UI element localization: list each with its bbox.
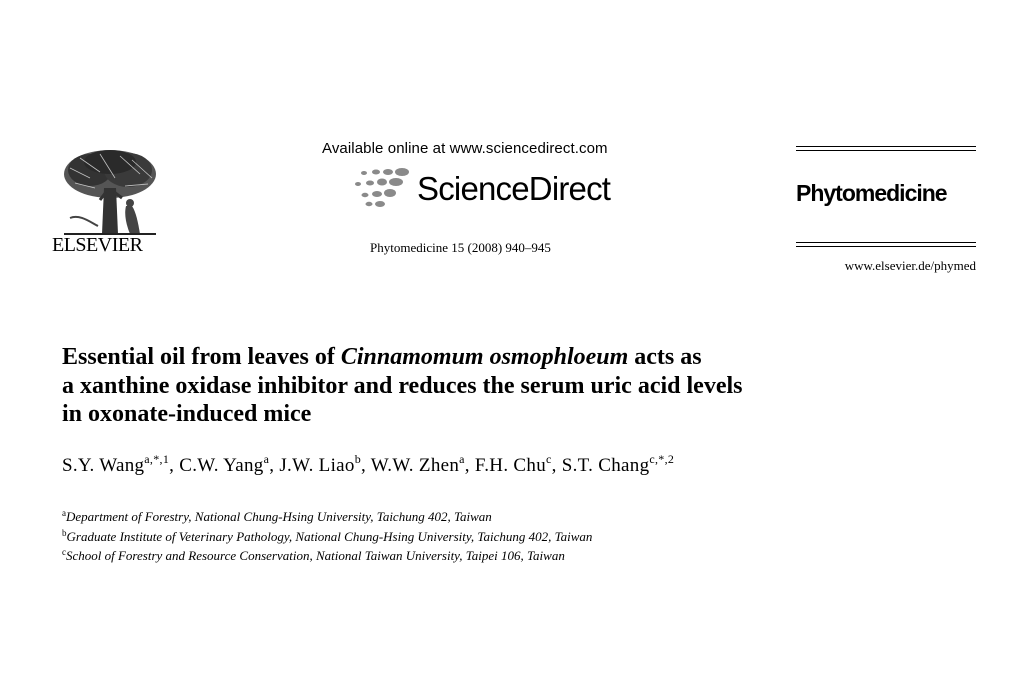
author-affiliation-mark[interactable]: c [546, 452, 552, 466]
title-text: acts as [628, 344, 702, 370]
article-title [62, 343, 962, 429]
author-affiliation-mark[interactable]: a [263, 452, 270, 466]
author-affiliation-mark[interactable]: b [354, 452, 362, 466]
author-name[interactable]: J.W. Liao [279, 455, 355, 476]
author-separator: , [169, 455, 180, 476]
author-list [62, 452, 675, 477]
affiliation-mark: a [62, 508, 66, 518]
title-line-1 [62, 343, 962, 372]
author-name[interactable]: S.T. Chang [561, 455, 650, 476]
title-text: Essential oil from leaves of [62, 344, 341, 370]
sciencedirect-dots-icon [350, 166, 412, 208]
affiliation-text: Graduate Institute of Veterinary Pathology, National Chung-Hsing University, Taichung 402, Taiwan [66, 528, 593, 544]
author-separator: , [361, 455, 371, 476]
available-online-text: Available online at www.sciencedirect.com [322, 140, 608, 157]
journal-bottom-rule [796, 242, 976, 247]
journal-url-link[interactable]: www.elsevier.de/phymed [844, 258, 976, 273]
elsevier-tree-logo-icon [60, 148, 160, 236]
title-line-3: in oxonate-induced mice [62, 401, 312, 427]
affiliation-mark: c [62, 547, 66, 557]
journal-name: Phytomedicine [796, 180, 947, 206]
elsevier-logo-text: ELSEVIER [52, 234, 143, 256]
affiliation-mark: b [62, 527, 67, 538]
affiliation-item [62, 527, 592, 547]
affiliation-item [62, 507, 592, 527]
affiliation-text: Department of Forestry, National Chung-Hsing University, Taichung 402, Taiwan [66, 509, 492, 524]
author-separator: , [551, 455, 562, 476]
author-name[interactable]: W.W. Zhen [370, 455, 460, 476]
affiliation-list [62, 507, 592, 566]
author-name[interactable]: C.W. Yang [179, 455, 264, 476]
author-separator: , [464, 455, 475, 476]
author-affiliation-mark[interactable]: a [459, 452, 465, 466]
author-name[interactable]: F.H. Chu [474, 455, 546, 476]
author-affiliation-mark[interactable]: c,*,2 [649, 452, 675, 466]
journal-citation: Phytomedicine 15 (2008) 940–945 [370, 240, 551, 255]
affiliation-item [62, 546, 592, 566]
title-line-2: a xanthine oxidase inhibitor and reduces the serum uric acid levels [62, 372, 743, 399]
sciencedirect-wordmark: ScienceDirect [417, 170, 611, 207]
author-name[interactable]: S.Y. Wang [62, 455, 145, 476]
author-separator: , [269, 455, 280, 476]
affiliation-text: School of Forestry and Resource Conservation, National Taiwan University, Taipei 106, Taiwan [66, 548, 565, 563]
author-affiliation-mark[interactable]: a,*,1 [144, 452, 170, 466]
journal-top-rule [796, 146, 976, 151]
title-species-italic: Cinnamomum osmophloeum [340, 344, 629, 370]
